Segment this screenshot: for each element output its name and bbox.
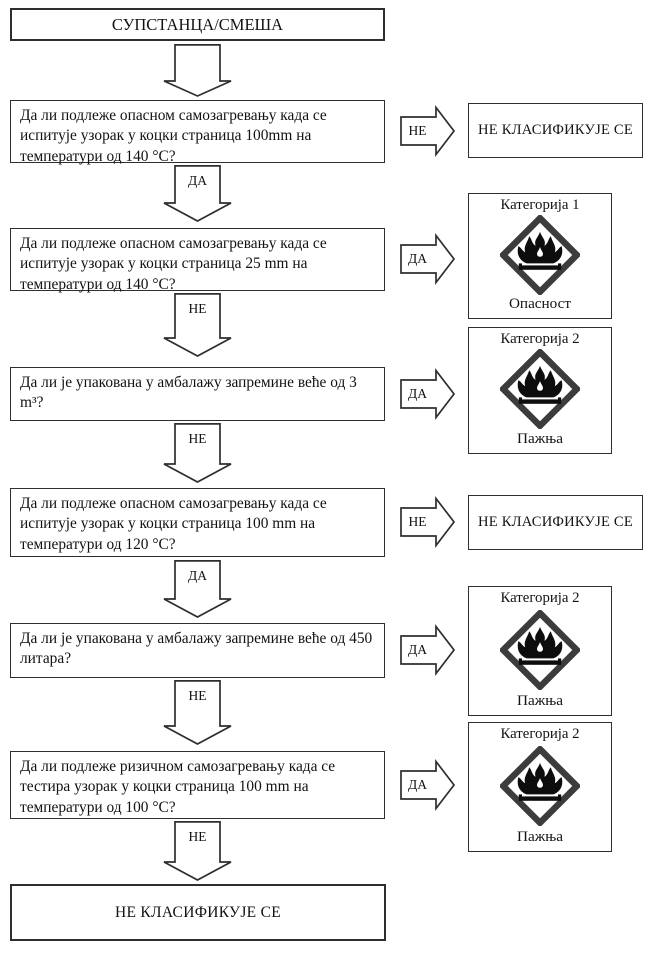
arrow-down-start (163, 44, 232, 97)
question-box-6: Да ли подлеже ризичном самозагревању када се тестира узорак у коцки страница 100 mm на температури од 100 °C? (10, 751, 385, 819)
category-1-box (468, 193, 612, 319)
arrow-down-q4-yes (163, 560, 232, 618)
arrow-label-no: НЕ (188, 431, 207, 446)
category-2-box-1 (468, 327, 612, 454)
arrow-label-no: НЕ (408, 123, 427, 138)
arrow-label-yes: ДА (408, 386, 427, 401)
ghs-flame-icon (500, 746, 580, 826)
arrow-right-q5 (399, 622, 455, 678)
not-classified-box-2: НЕ КЛАСИФИКУЈЕ СЕ (468, 495, 643, 550)
ghs-flame-icon (500, 215, 580, 295)
question-box-2: Да ли подлеже опасном самозагревању када се испитује узорак у коцки страница 25 mm на температури од 140 °C? (10, 228, 385, 291)
arrow-label-no: НЕ (188, 829, 207, 844)
arrow-label-yes: ДА (188, 173, 207, 188)
category-title: Категорија 2 (500, 726, 580, 742)
arrow-label-no: НЕ (408, 514, 427, 529)
arrow-label-yes: ДА (188, 568, 207, 583)
category-2-box-3 (468, 722, 612, 852)
category-2-box-2 (468, 586, 612, 716)
arrow-right-q2 (399, 231, 455, 287)
category-signal-word: Пажња (517, 430, 563, 447)
arrow-down-q5-no (163, 680, 232, 745)
question-box-4: Да ли подлеже опасном самозагревању када се испитује узорак у коцки страница 100 mm на температури од 120 °C? (10, 488, 385, 557)
end-not-classified-box: НЕ КЛАСИФИКУЈЕ СЕ (10, 884, 386, 941)
category-title: Категорија 1 (500, 197, 580, 213)
arrow-label-no: НЕ (188, 688, 207, 703)
question-box-1: Да ли подлеже опасном самозагревању када се испитује узорак у коцки страница 100mm на температури од 140 °C? (10, 100, 385, 163)
arrow-label-yes: ДА (408, 777, 427, 792)
question-box-5: Да ли је упакована у амбалажу запремине веће од 450 литара? (10, 623, 385, 678)
arrow-right-q6 (399, 757, 455, 813)
arrow-down-q3-no (163, 423, 232, 483)
arrow-right-q3 (399, 366, 455, 422)
arrow-label-no: НЕ (188, 301, 207, 316)
arrow-down-q1-yes (163, 165, 232, 222)
category-title: Категорија 2 (500, 331, 580, 347)
arrow-right-q1 (399, 103, 455, 159)
category-signal-word: Пажња (517, 828, 563, 845)
start-box: СУПСТАНЦА/СМЕША (10, 8, 385, 41)
category-title: Категорија 2 (500, 590, 580, 606)
ghs-flame-icon (500, 610, 580, 690)
category-signal-word: Опасност (508, 295, 572, 312)
question-box-3: Да ли је упакована у амбалажу запремине веће од 3 m³? (10, 367, 385, 421)
arrow-label-yes: ДА (408, 642, 427, 657)
not-classified-box-1: НЕ КЛАСИФИКУЈЕ СЕ (468, 103, 643, 158)
arrow-right-q4 (399, 494, 455, 550)
arrow-label-yes: ДА (408, 251, 427, 266)
arrow-down-q6-no (163, 821, 232, 881)
ghs-flame-icon (500, 349, 580, 429)
arrow-down-q2-no (163, 293, 232, 357)
category-signal-word: Пажња (517, 692, 563, 709)
